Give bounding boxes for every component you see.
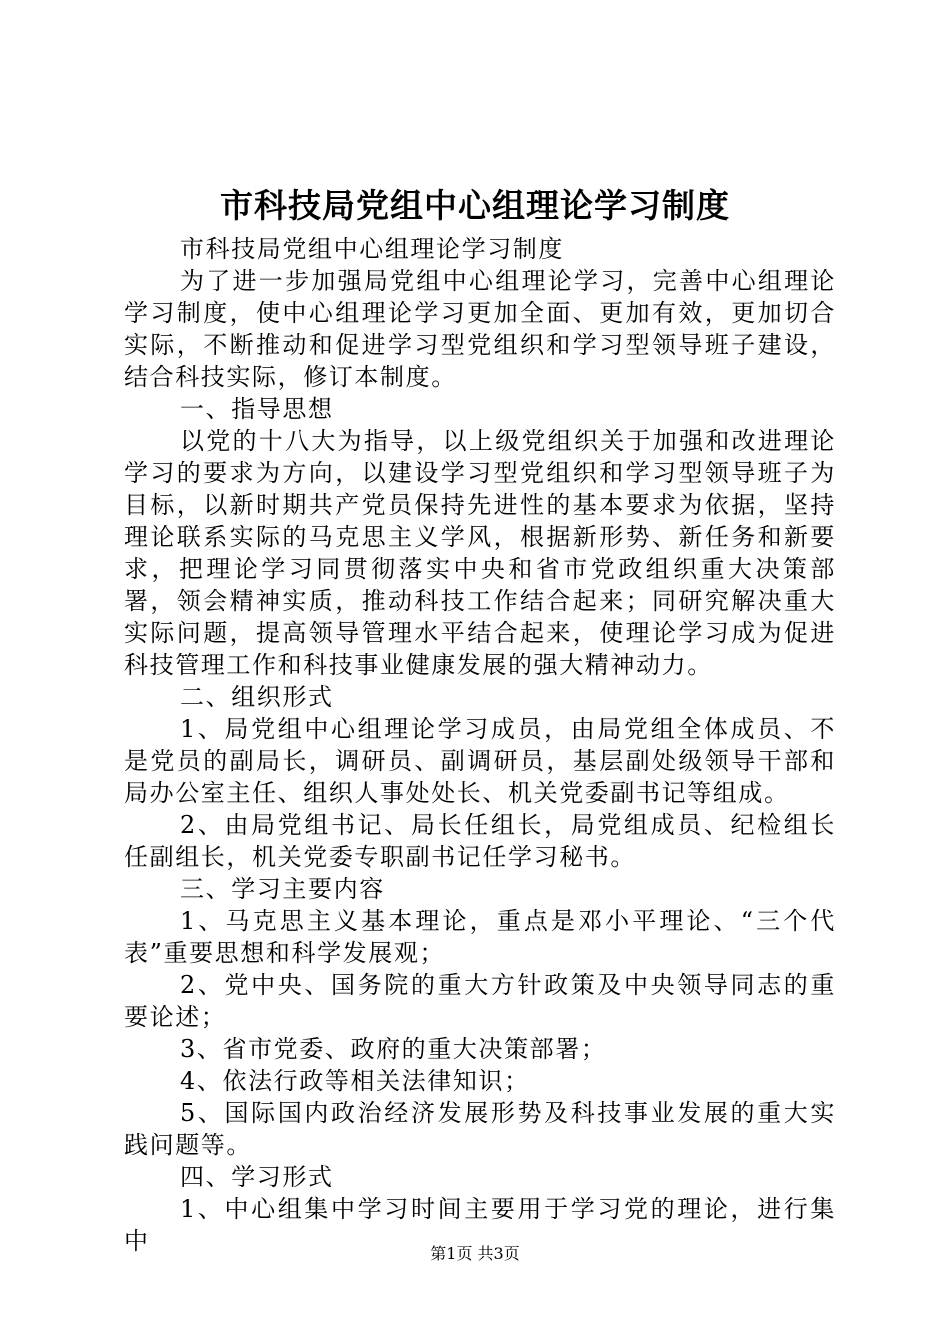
document-body — [124, 233, 836, 1257]
paragraph-intro: 为了进一步加强局党组中心组理论学习，完善中心组理论学习制度，使中心组理论学习更加全面、更加有效，更加切合实际，不断推动和促进学习型党组织和学习型领导班子建设，结合科技实际，修订本制度。 — [124, 267, 836, 391]
paragraph-content-2: 2、党中央、国务院的重大方针政策及中央领导同志的重要论述； — [124, 971, 836, 1031]
section-heading-guiding-thought: 一、指导思想 — [180, 395, 334, 423]
page-number-footer: 第1页 共3页 — [430, 1244, 520, 1263]
section-heading-content: 三、学习主要内容 — [180, 875, 385, 903]
paragraph-content-3: 3、省市党委、政府的重大决策部署； — [180, 1035, 607, 1063]
paragraph-subtitle: 市科技局党组中心组理论学习制度 — [180, 235, 564, 263]
paragraph-organization-2: 2、由局党组书记、局长任组长，局党组成员、纪检组长任副组长，机关党委专职副书记任学习秘书。 — [124, 811, 836, 871]
section-heading-organization: 二、组织形式 — [180, 683, 334, 711]
paragraph-content-1: 1、马克思主义基本理论，重点是邓小平理论、“三个代表”重要思想和科学发展观； — [124, 907, 836, 967]
paragraph-guiding-thought: 以党的十八大为指导，以上级党组织关于加强和改进理论学习的要求为方向，以建设学习型党组织和学习型领导班子为目标，以新时期共产党员保持先进性的基本要求为依据，坚持理论联系实际的马克思主义学风，根据新形势、新任务和新要求，把理论学习同贯彻落实中央和省市党政组织重大决策部署，领会精神实质，推动科技工作结合起来；同研究解决重大实际问题，提高领导管理水平结合起来，使理论学习成为促进科技管理工作和科技事业健康发展的强大精神动力。 — [124, 427, 836, 679]
paragraph-organization-1: 1、局党组中心组理论学习成员，由局党组全体成员、不是党员的副局长，调研员、副调研员，基层副处级领导干部和局办公室主任、组织人事处处长、机关党委副书记等组成。 — [124, 715, 836, 807]
paragraph-content-5: 5、国际国内政治经济发展形势及科技事业发展的重大实践问题等。 — [124, 1099, 836, 1159]
paragraph-content-4: 4、依法行政等相关法律知识； — [180, 1067, 530, 1095]
section-heading-form: 四、学习形式 — [180, 1163, 334, 1191]
document-title: 市科技局党组中心组理论学习制度 — [220, 186, 730, 225]
paragraph-form-1: 1、中心组集中学习时间主要用于学习党的理论，进行集中 — [124, 1195, 836, 1255]
